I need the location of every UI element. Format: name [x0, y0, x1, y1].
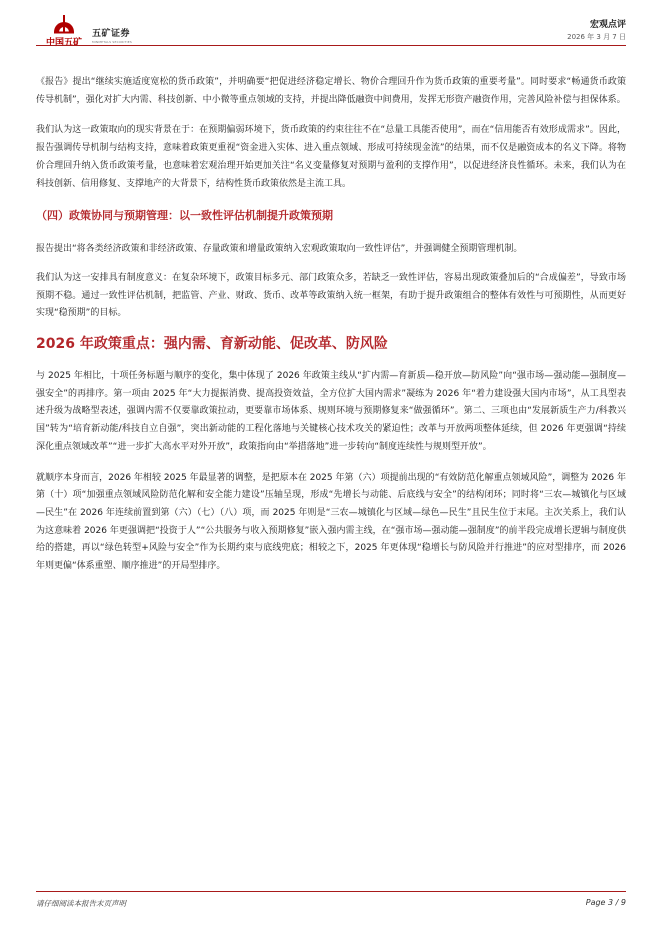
footer-disclaimer: 请仔细阅读本报告末页声明 — [36, 899, 126, 908]
page-number: 3 / 9 — [608, 898, 626, 907]
paragraph-consistency-analysis: 我们认为这一安排具有制度意义：在复杂环境下，政策目标多元、部门政策众多，若缺乏一致性评估，容易出现政策叠加后的“合成偏差”，导致市场预期不稳。通过一致性评估机制，把监管、产业、财政、货币、改革等政策纳入统一框架，有助于提升政策组合的整体有效性与可预期性，从而更好实现“稳预期”的目标。 — [36, 272, 626, 319]
section-heading-2026-priorities: 2026 年政策重点：强内需、育新动能、促改革、防风险 — [36, 336, 388, 353]
china-minmetals-logo — [42, 12, 86, 48]
logo-secondary-sub: MINMETALS SECURITIES — [92, 40, 132, 44]
footer-divider — [36, 891, 626, 892]
document-body — [36, 50, 626, 576]
paragraph-order-adjustment: 就顺序本身而言，2026 年相较 2025 年最显著的调整，是把原本在 2025 年第（六）项提前出现的“有效防范化解重点领域风险”，调整为 2026 年第（十）项“加强重点领域风险防范化解和安全能力建设”压轴呈现，形成“先增长与动能、后底线与安全”的结构闭环；同时将“三农—城镇化与区域—民生”在 2026 年连续前置到第（六）（七）（八）项，而 2025 年则是“三农—城镇化与区域—绿色—民生”且民生位于末尾。主次关系上，我们认为这意味着 2026 年更强调把“投资于人”“公共服务与收入预期修复”嵌入强内需主线，在“强市场—强动能—强制度”的前半段完成增长逻辑与制度供给的搭建，再以“绿色转型+风险与安全”作为长期约束与底线兜底；相较之下，2025 年更体现“稳增长与防风险并行推进”的应对型排序，而 2026 年则更偏“体系重塑、顺序推进”的开局型排序。 — [36, 472, 626, 572]
paragraph-monetary-policy: 《报告》提出“继续实施适度宽松的货币政策”，并明确要“把促进经济稳定增长、物价合理回升作为货币政策的重要考量”。同时要求“畅通货币政策传导机制”，强化对扩大内需、科技创新、中小微等重点领域的支持，并提出降低融资中间费用，发挥无形资产融资作用，完善风险补偿与担保体系。 — [36, 77, 626, 105]
page-indicator — [586, 898, 626, 907]
header-divider — [36, 45, 626, 46]
paragraph-task-reordering: 与 2025 年相比，十项任务标题与顺序的变化，集中体现了 2026 年政策主线从“扩内需—育新质—稳开放—防风险”向“强市场—强动能—强制度—强安全”的再排序。第一项由 2025 年“大力提振消费、提高投资效益，全方位扩大国内需求”凝练为 2026 年“着力建设强大国内市场”，从工具型表述升级为战略型表述，强调内需不仅要靠政策拉动，更要靠市场体系、规则环境与预期修复来“做强循环”。第二、三项也由“发展新质生产力/科教兴国”转为“培育新动能/科技自立自强”，突出新动能的工程化落地与关键核心技术攻关的紧迫性；改革与开放两项整体延续，但 2026 年更强调“持续深化重点领域改革”“进一步扩大高水平对外开放”，政策指向由“举措落地”进一步转向“制度连续性与规则型开放”。 — [36, 371, 626, 452]
logo-main-text: 中国五矿 — [45, 38, 82, 48]
subheading-policy-coordination: （四）政策协同与预期管理：以一致性评估机制提升政策预期 — [36, 209, 333, 223]
minmetals-emblem-icon — [51, 12, 77, 34]
page-label: Page — [585, 898, 606, 907]
report-date: 2026 年 3 月 7 日 — [567, 33, 626, 41]
logo-secondary-text: 五矿证券 — [92, 29, 131, 39]
paragraph-monetary-analysis: 我们认为这一政策取向的现实背景在于：在预期偏弱环境下，货币政策的约束往往不在“总量工具能否使用”，而在“信用能否有效形成需求”。因此，报告强调传导机制与结构支持，意味着政策更重视“资金进入实体、进入重点领域、形成可持续现金流”的结果，而不仅是融资成本的名义下降。将物价合理回升纳入货币政策考量，也意味着宏观治理开始更加关注“名义变量修复对预期与盈利的支撑作用”，以促进经济良性循环。未来，我们认为在科技创新、信用修复、支撑地产的大背景下，结构性货币政策依然是主流工具。 — [36, 125, 626, 189]
report-type: 宏观点评 — [589, 20, 626, 30]
minmetals-securities-logo — [92, 26, 132, 44]
paragraph-consistency-evaluation: 报告提出“将各类经济政策和非经济政策、存量政策和增量政策纳入宏观政策取向一致性评估”，并强调健全预期管理机制。 — [36, 244, 523, 255]
